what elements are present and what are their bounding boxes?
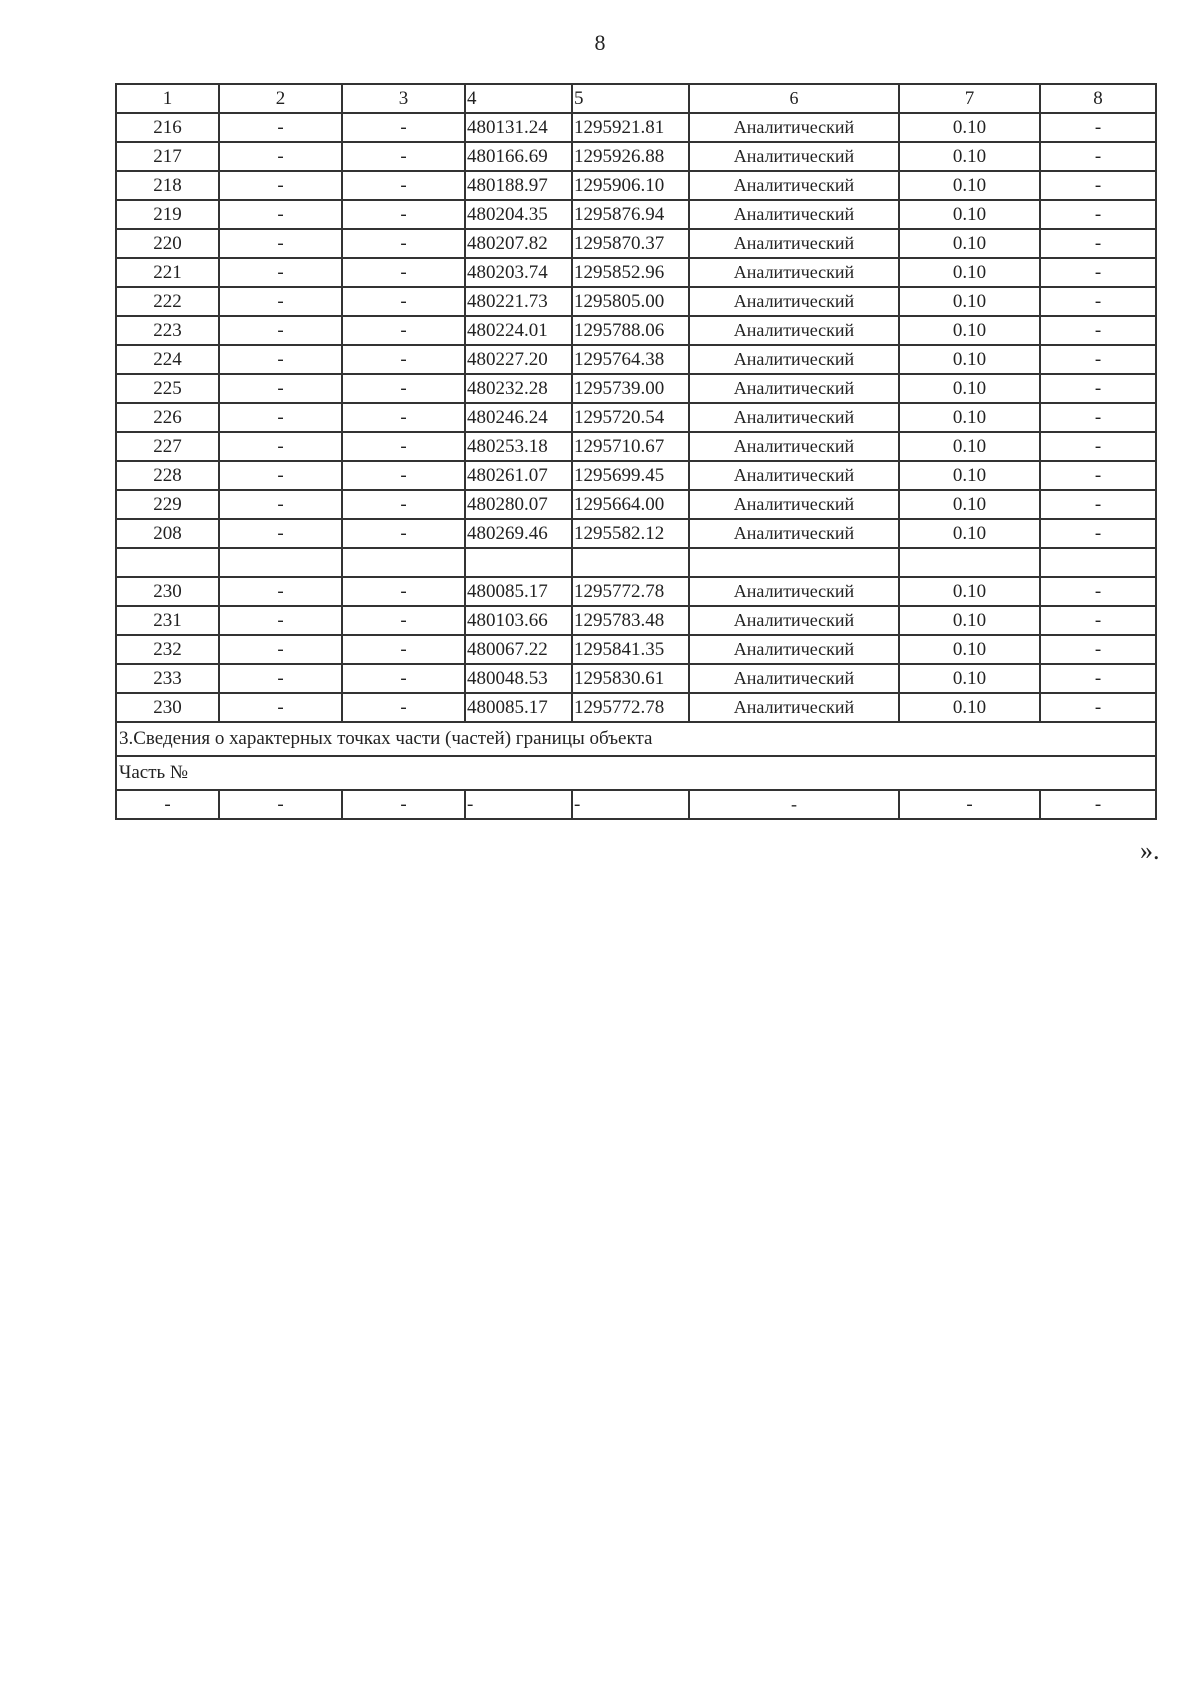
closing-quote: ».: [1140, 836, 1160, 865]
table-cell: 0.10: [899, 606, 1040, 635]
coordinates-table: [115, 83, 1157, 820]
table-cell: Аналитический: [689, 432, 899, 461]
table-cell: -: [1040, 519, 1156, 548]
table-cell: Аналитический: [689, 693, 899, 722]
table-cell: 0.10: [899, 258, 1040, 287]
table-cell: -: [342, 606, 465, 635]
table-cell: 480253.18: [465, 432, 572, 461]
table-cell: 220: [116, 229, 219, 258]
table-cell: 5: [572, 84, 689, 113]
table-cell: 480246.24: [465, 403, 572, 432]
table-cell: -: [342, 490, 465, 519]
table-cell: 1295699.45: [572, 461, 689, 490]
table-cell: Аналитический: [689, 316, 899, 345]
table-cell: 480085.17: [465, 577, 572, 606]
table-cell: 1295582.12: [572, 519, 689, 548]
table-cell: 0.10: [899, 577, 1040, 606]
table-cell: -: [342, 142, 465, 171]
table-cell: [1040, 548, 1156, 577]
table-cell: 1: [116, 84, 219, 113]
table-cell: Аналитический: [689, 577, 899, 606]
table-cell: 217: [116, 142, 219, 171]
table-cell: 6: [689, 84, 899, 113]
table-cell: 1295772.78: [572, 577, 689, 606]
table-cell: -: [342, 345, 465, 374]
table-cell: -: [342, 635, 465, 664]
table-row: [116, 316, 1156, 345]
header-row: [116, 84, 1156, 113]
table-row: [116, 519, 1156, 548]
table-cell: [689, 548, 899, 577]
table-row: [116, 490, 1156, 519]
table-cell: 1295870.37: [572, 229, 689, 258]
table-cell: -: [219, 200, 342, 229]
table-cell: -: [342, 790, 465, 819]
table-cell: Аналитический: [689, 287, 899, 316]
table-cell: [219, 548, 342, 577]
table-cell: 480188.97: [465, 171, 572, 200]
table-cell: 1295788.06: [572, 316, 689, 345]
table-row: [116, 635, 1156, 664]
table-cell: 1295876.94: [572, 200, 689, 229]
table-cell: 0.10: [899, 403, 1040, 432]
table-cell: 0.10: [899, 229, 1040, 258]
table-cell: 0.10: [899, 635, 1040, 664]
table-cell: Аналитический: [689, 403, 899, 432]
table-cell: -: [342, 432, 465, 461]
part-label: Часть №: [116, 756, 1156, 790]
table-cell: Аналитический: [689, 229, 899, 258]
table-cell: -: [342, 693, 465, 722]
table-cell: Аналитический: [689, 171, 899, 200]
table-cell: 226: [116, 403, 219, 432]
table-cell: 480224.01: [465, 316, 572, 345]
table-cell: -: [1040, 200, 1156, 229]
table-cell: -: [116, 790, 219, 819]
table-cell: -: [1040, 113, 1156, 142]
table-cell: -: [219, 316, 342, 345]
table-cell: 1295830.61: [572, 664, 689, 693]
table-cell: -: [219, 171, 342, 200]
table-cell: -: [219, 693, 342, 722]
table-cell: 1295739.00: [572, 374, 689, 403]
table-cell: [342, 548, 465, 577]
table-cell: -: [1040, 432, 1156, 461]
table-cell: -: [1040, 345, 1156, 374]
table-cell: 1295664.00: [572, 490, 689, 519]
table-cell: -: [219, 345, 342, 374]
table-cell: 480085.17: [465, 693, 572, 722]
table-cell: 233: [116, 664, 219, 693]
table-cell: 222: [116, 287, 219, 316]
table-cell: 0.10: [899, 519, 1040, 548]
table-cell: 223: [116, 316, 219, 345]
table-cell: [899, 548, 1040, 577]
table-cell: 0.10: [899, 432, 1040, 461]
table-cell: 216: [116, 113, 219, 142]
table-cell: -: [1040, 403, 1156, 432]
table-cell: Аналитический: [689, 200, 899, 229]
table-cell: 480103.66: [465, 606, 572, 635]
page-number: 8: [594, 30, 606, 55]
table-cell: 228: [116, 461, 219, 490]
table-cell: [465, 548, 572, 577]
table-cell: 1295720.54: [572, 403, 689, 432]
table-cell: 0.10: [899, 461, 1040, 490]
table-cell: Аналитический: [689, 664, 899, 693]
table-row: [116, 606, 1156, 635]
table-cell: 219: [116, 200, 219, 229]
table-cell: -: [342, 113, 465, 142]
table-cell: 480207.82: [465, 229, 572, 258]
table-cell: 1295926.88: [572, 142, 689, 171]
table-cell: 8: [1040, 84, 1156, 113]
table-cell: -: [342, 316, 465, 345]
table-cell: 1295805.00: [572, 287, 689, 316]
table-cell: -: [689, 790, 899, 819]
table-cell: Аналитический: [689, 490, 899, 519]
table-cell: 480203.74: [465, 258, 572, 287]
table-cell: -: [1040, 790, 1156, 819]
table-cell: -: [219, 374, 342, 403]
table-cell: -: [219, 577, 342, 606]
table-cell: 224: [116, 345, 219, 374]
section-title-row: [116, 722, 1156, 756]
table-cell: -: [342, 258, 465, 287]
table-cell: 1295852.96: [572, 258, 689, 287]
table-cell: Аналитический: [689, 345, 899, 374]
table-cell: -: [572, 790, 689, 819]
table-cell: 1295710.67: [572, 432, 689, 461]
table-cell: -: [219, 490, 342, 519]
part-label-row: [116, 756, 1156, 790]
table-cell: -: [342, 374, 465, 403]
table-cell: 208: [116, 519, 219, 548]
table-cell: -: [219, 606, 342, 635]
table-cell: -: [219, 461, 342, 490]
table-cell: -: [342, 519, 465, 548]
table-row: [116, 287, 1156, 316]
table-cell: [116, 548, 219, 577]
table-cell: 4: [465, 84, 572, 113]
table-cell: 230: [116, 693, 219, 722]
table-cell: Аналитический: [689, 258, 899, 287]
table-cell: -: [1040, 461, 1156, 490]
table-cell: -: [342, 200, 465, 229]
table-row: [116, 200, 1156, 229]
table-cell: 232: [116, 635, 219, 664]
table-cell: -: [899, 790, 1040, 819]
table-row: [116, 142, 1156, 171]
table-cell: -: [1040, 229, 1156, 258]
empty-row: [116, 548, 1156, 577]
table-cell: 480221.73: [465, 287, 572, 316]
table-cell: 0.10: [899, 374, 1040, 403]
table-cell: 2: [219, 84, 342, 113]
table-cell: 480067.22: [465, 635, 572, 664]
table-cell: 480131.24: [465, 113, 572, 142]
table-cell: 480269.46: [465, 519, 572, 548]
table-cell: -: [1040, 606, 1156, 635]
table-cell: 0.10: [899, 316, 1040, 345]
table-cell: 229: [116, 490, 219, 519]
table-row: [116, 461, 1156, 490]
table-cell: 218: [116, 171, 219, 200]
table-cell: 480227.20: [465, 345, 572, 374]
table-cell: -: [219, 664, 342, 693]
table-cell: -: [219, 287, 342, 316]
table-row: [116, 577, 1156, 606]
table-cell: 0.10: [899, 171, 1040, 200]
table-row: [116, 432, 1156, 461]
table-cell: -: [342, 287, 465, 316]
table-cell: 1295772.78: [572, 693, 689, 722]
table-cell: 1295841.35: [572, 635, 689, 664]
table-cell: -: [1040, 142, 1156, 171]
table-cell: -: [219, 142, 342, 171]
table-cell: 0.10: [899, 142, 1040, 171]
table-cell: 231: [116, 606, 219, 635]
table-cell: 480204.35: [465, 200, 572, 229]
table-cell: -: [1040, 171, 1156, 200]
table-cell: 480232.28: [465, 374, 572, 403]
table-cell: 0.10: [899, 490, 1040, 519]
table-cell: 1295921.81: [572, 113, 689, 142]
table-cell: -: [465, 790, 572, 819]
table-cell: Аналитический: [689, 113, 899, 142]
table-cell: 0.10: [899, 287, 1040, 316]
table-cell: 1295906.10: [572, 171, 689, 200]
table-cell: 225: [116, 374, 219, 403]
table-cell: -: [219, 432, 342, 461]
table-cell: -: [342, 461, 465, 490]
table-cell: Аналитический: [689, 635, 899, 664]
table-cell: Аналитический: [689, 519, 899, 548]
table-cell: -: [1040, 490, 1156, 519]
table-cell: [572, 548, 689, 577]
dash-row: [116, 790, 1156, 819]
table-cell: -: [1040, 374, 1156, 403]
table-cell: -: [342, 577, 465, 606]
table-cell: -: [1040, 316, 1156, 345]
table-body: [116, 84, 1156, 819]
table-cell: 1295764.38: [572, 345, 689, 374]
table-cell: 230: [116, 577, 219, 606]
table-cell: Аналитический: [689, 461, 899, 490]
table-row: [116, 345, 1156, 374]
table-cell: 480166.69: [465, 142, 572, 171]
table-row: [116, 664, 1156, 693]
table-cell: -: [342, 171, 465, 200]
table-cell: 221: [116, 258, 219, 287]
table-cell: -: [1040, 635, 1156, 664]
table-cell: 3: [342, 84, 465, 113]
table-cell: -: [1040, 258, 1156, 287]
table-cell: Аналитический: [689, 142, 899, 171]
table-row: [116, 171, 1156, 200]
table-cell: 0.10: [899, 200, 1040, 229]
table-cell: 480280.07: [465, 490, 572, 519]
table-cell: -: [1040, 693, 1156, 722]
table-cell: -: [219, 403, 342, 432]
table-cell: Аналитический: [689, 606, 899, 635]
table-cell: -: [219, 113, 342, 142]
table-cell: 480048.53: [465, 664, 572, 693]
table-cell: -: [219, 790, 342, 819]
table-cell: -: [1040, 664, 1156, 693]
table-row: [116, 693, 1156, 722]
table-cell: -: [342, 403, 465, 432]
table-cell: Аналитический: [689, 374, 899, 403]
table-cell: 0.10: [899, 113, 1040, 142]
table-cell: 480261.07: [465, 461, 572, 490]
table-cell: -: [219, 229, 342, 258]
table-row: [116, 374, 1156, 403]
table-cell: -: [219, 258, 342, 287]
table-cell: 0.10: [899, 664, 1040, 693]
section-title: 3.Сведения о характерных точках части (частей) границы объекта: [116, 722, 1156, 756]
table-row: [116, 229, 1156, 258]
table-cell: -: [342, 229, 465, 258]
table-cell: -: [1040, 577, 1156, 606]
table-row: [116, 113, 1156, 142]
table-row: [116, 258, 1156, 287]
table-cell: 0.10: [899, 693, 1040, 722]
table-cell: -: [342, 664, 465, 693]
table-cell: -: [1040, 287, 1156, 316]
table-cell: 0.10: [899, 345, 1040, 374]
table-cell: 227: [116, 432, 219, 461]
table-cell: 7: [899, 84, 1040, 113]
table-cell: 1295783.48: [572, 606, 689, 635]
table-cell: -: [219, 635, 342, 664]
table-cell: -: [219, 519, 342, 548]
table-row: [116, 403, 1156, 432]
